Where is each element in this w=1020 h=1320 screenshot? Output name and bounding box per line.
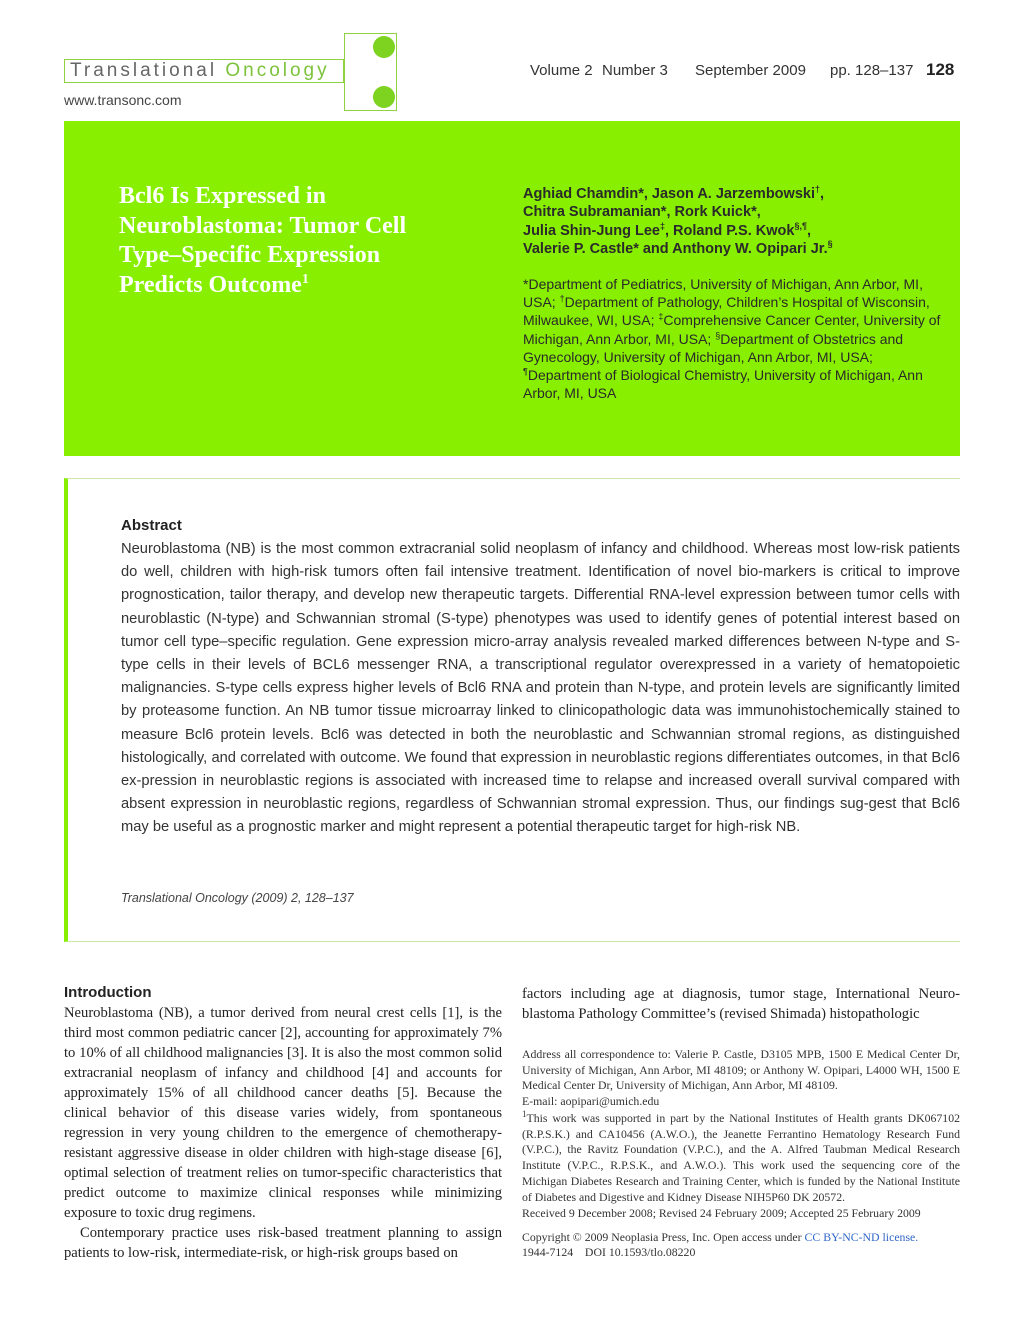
logo-divider-vertical — [344, 33, 345, 111]
introduction-paragraph-2: Contemporary practice uses risk-based treatment planning to assign patients to low-risk, intermediate-risk, or high-risk groups based on — [64, 1225, 502, 1261]
affiliation-mark: § — [715, 329, 721, 340]
logo-divider-bottom — [344, 110, 397, 111]
abstract-text: Neuroblastoma (NB) is the most common extracranial solid neoplasm of infancy and childhood. Whereas most low-risk patients do well, children with high-risk tumors often fail intensive treatment. Identification of novel bio-markers is critical to improve prognostication, tailor therapy, and develop new therapeutic targets. Differential RNA-level expression between tumor cells with neuroblastic (N-type) and Schwannian stromal (S-type) phenotypes was used to identify genes of potential interest based on tumor cell type–specific regulation. Gene expression micro-array analysis revealed marked differences between N-type and S-type cells in their levels of BCL6 messenger RNA, a transcriptional regulator overexpressed in a variety of hematopoietic malignancies. S-type cells express higher levels of Bcl6 RNA and protein than N-type, and protein levels are significantly limited by proteasome function. An NB tumor tissue microarray linked to clinicopathologic data was immunohistochemically stained to measure Bcl6 protein levels. Bcl6 was detected in both the neuroblastic and Schwannian stromal regions, as distinguished histologically, and correlated with outcome. We found that expression in neuroblastic regions differentiates outcomes, in that Bcl6 ex-pression in neuroblastic regions is associated with increased time to relapse and increased overall survival compared with absent expression in neuroblastic regions, regardless of Schwannian stromal expression. Thus, our findings sug-gest that Bcl6 may be useful as a prognostic marker and might represent a potential therapeutic target for high-risk NB. — [121, 541, 960, 836]
issue-number: Number 3 — [602, 62, 668, 79]
author-name: Aghiad Chamdin — [523, 186, 639, 202]
author-name: Julia Shin-Jung Lee — [523, 222, 660, 239]
affiliation-mark: ¶ — [523, 366, 528, 377]
author-mark: §,¶ — [794, 220, 807, 231]
logo-dot-bottom — [373, 86, 395, 108]
author-list: Aghiad Chamdin*, Jason A. Jarzembowski†, Chitra Subramanian*, Rork Kuick*, Julia Shin-Jung Lee‡, Roland P.S. Kwok§,¶, Valerie P. Castle* and Anthony W. Opipari Jr.§ — [523, 184, 833, 257]
journal-name-part1: Translational — [70, 60, 226, 81]
issue-date: September 2009 — [695, 62, 806, 79]
journal-name — [70, 60, 330, 82]
issue-volume: Volume 2 — [530, 62, 593, 79]
copyright-note — [522, 1230, 960, 1246]
title-line-3: Type–Specific Expression — [119, 242, 381, 268]
affiliation-text: Department of Pediatrics, University of Michigan, Ann Arbor, MI, USA; — [523, 276, 923, 311]
introduction-heading: Introduction — [64, 984, 152, 1001]
funding-text: This work was supported in part by the National Institutes of Health grants DK067102 (R.P.S.K.) and CA10456 (A.W.O.), the Jeanette Ferrantino Hematology Research Fund (V.P.C.), the Ravitz Foundation (V.P.C.), and the A. Alfred Taubman Medical Research Institute (V.P.C., R.P.S.K., and A.W.O.). This work used the sequencing core of the Michigan Diabetes Research and Training Center, which is funded by the National Institute of Diabetes and Digestive and Kidney Disease NIH5P60 DK 20572. — [522, 1111, 960, 1204]
author-name: Chitra Subramanian — [523, 204, 661, 221]
affiliation-text: Department of Pathology, Children’s Hospital of Wisconsin, Milwaukee, WI, USA; — [523, 294, 930, 329]
author-name: Jason A. Jarzembowski — [651, 186, 815, 202]
issue-pages: pp. 128–137 — [830, 62, 914, 79]
author-mark: † — [814, 184, 820, 195]
issn-doi — [522, 1245, 960, 1261]
page-number: 128 — [926, 60, 955, 79]
funding-mark: 1 — [522, 1109, 527, 1120]
title-line-2: Neuroblastoma: Tumor Cell — [119, 212, 407, 239]
logo-dot-top — [373, 36, 395, 58]
column-2-paragraph: factors including age at diagnosis, tumor stage, International Neuro-blastoma Pathology Committee’s (revised Shimada) histopathologic — [522, 986, 960, 1022]
author-mark: * — [660, 204, 667, 221]
title-line-1: Bcl6 Is Expressed in — [119, 183, 326, 209]
affiliation-text: Comprehensive Cancer Center, University of Michigan, Ann Arbor, MI, USA; — [523, 312, 941, 347]
doi[interactable]: DOI 10.1593/tlo.08220 — [584, 1245, 696, 1259]
abstract-heading: Abstract — [121, 517, 182, 534]
affiliation-text: Department of Obstetrics and Gynecology, University of Michigan, Ann Arbor, MI, USA; — [523, 330, 904, 365]
title-footnote-mark: 1 — [301, 271, 309, 287]
copyright-text: Copyright © 2009 Neoplasia Press, Inc. Open access under — [522, 1230, 805, 1244]
correspondence-note: Address all correspondence to: Valerie P. Castle, D3105 MPB, 1500 E Medical Center Dr, University of Michigan, Ann Arbor, MI 48109; or Anthony W. Opipari, L4000 WH, 1500 E Medical Center Dr, University of Michigan, Ann Arbor, MI 48109. — [522, 1047, 960, 1093]
introduction-paragraph-1: Neuroblastoma (NB), a tumor derived from neural crest cells [1], is the third most common pediatric cancer [2], accounting for approximately 7% to 10% of all childhood malignancies [3]. It is also the most common solid extracranial neoplasm of infancy and childhood [4] and accounts for approximately 15% of all childhood cancer deaths [5]. Because the clinical behavior of this disease varies widely, from spontaneous regression in very young children to the emergence of chemotherapy-resistant aggressive disease in older children with high-stage disease [6], optimal selection of treatment relies on tumor-specific characteristics that predict outcome to maximize clinical responses while minimizing exposure to toxic drug regimens. — [64, 1005, 502, 1221]
author-name: Anthony W. Opipari Jr. — [672, 240, 828, 257]
issn: 1944-7124 — [522, 1245, 574, 1259]
author-name: Roland P.S. Kwok — [673, 222, 795, 239]
email-note[interactable]: E-mail: aopipari@umich.edu — [522, 1094, 660, 1108]
author-name: Rork Kuick — [674, 204, 752, 221]
affiliation-text: Department of Biological Chemistry, University of Michigan, Ann Arbor, MI, USA — [523, 367, 923, 402]
license-link[interactable]: CC BY-NC-ND license. — [804, 1230, 919, 1244]
author-mark: ‡ — [659, 220, 665, 231]
logo-divider-right — [396, 33, 397, 111]
article-title — [119, 182, 479, 300]
author-mark: * — [633, 240, 639, 257]
author-mark: * — [751, 204, 757, 221]
title-line-4: Predicts Outcome — [119, 271, 302, 298]
abstract-citation: Translational Oncology (2009) 2, 128–137 — [121, 891, 354, 905]
affiliation-mark: * — [523, 276, 529, 292]
received-dates: Received 9 December 2008; Revised 24 February 2009; Accepted 25 February 2009 — [522, 1206, 921, 1220]
affiliation-mark: † — [559, 293, 565, 304]
funding-note — [522, 1111, 960, 1205]
author-mark: * — [638, 186, 644, 202]
affiliation-list — [523, 275, 943, 402]
journal-url[interactable]: www.transonc.com — [64, 92, 182, 108]
affiliation-mark: ‡ — [658, 311, 664, 322]
author-name: Valerie P. Castle — [523, 240, 634, 257]
logo-divider-top — [344, 33, 397, 34]
author-mark: § — [827, 239, 833, 250]
journal-name-part2: Oncology — [225, 60, 330, 81]
